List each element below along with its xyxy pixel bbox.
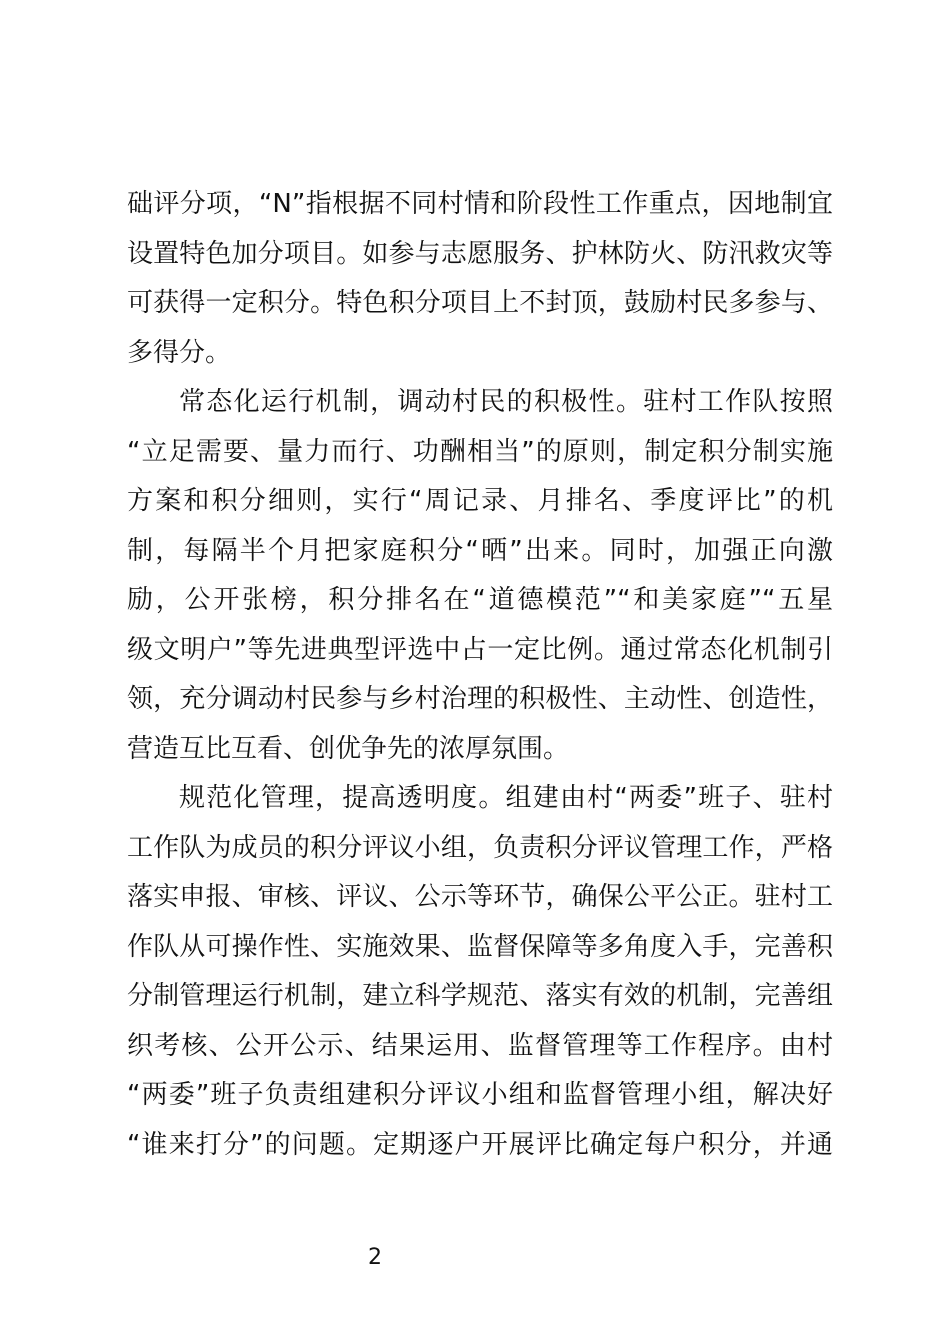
text-line: 可获得一定积分。特色积分项目上不封顶，鼓励村民多参与、 — [127, 288, 833, 318]
paragraph-first-line: 常态化运行机制，调动村民的积极性。驻村工作队按照 — [179, 387, 833, 417]
text-line: 多得分。 — [127, 337, 232, 368]
text-line: 工作队为成员的积分评议小组，负责积分评议管理工作，严格 — [127, 832, 833, 863]
paragraph-first-line: 规范化管理，提高透明度。组建由村“两委”班子、驻村 — [179, 783, 833, 813]
text-line: 方案和积分细则，实行“周记录、月排名、季度评比”的机 — [127, 486, 833, 516]
text-line: 制，每隔半个月把家庭积分“晒”出来。同时，加强正向激 — [127, 535, 833, 566]
text-line: 设置特色加分项目。如参与志愿服务、护林防火、防汛救灾等 — [127, 238, 833, 269]
text-line: 分制管理运行机制，建立科学规范、落实有效的机制，完善组 — [127, 981, 833, 1011]
text-line: 营造互比互看、创优争先的浓厚氛围。 — [127, 733, 570, 764]
text-line: 础评分项，“N”指根据不同村情和阶段性工作重点，因地制宜 — [127, 189, 833, 219]
text-line: 级文明户”等先进典型评选中占一定比例。通过常态化机制引 — [127, 634, 833, 665]
text-line: “两委”班子负责组建积分评议小组和监督管理小组，解决好 — [127, 1080, 833, 1110]
text-line: 领，充分调动村民参与乡村治理的积极性、主动性、创造性， — [127, 684, 833, 714]
text-line: “立足需要、量力而行、功酬相当”的原则，制定积分制实施 — [127, 436, 833, 467]
text-line: 励，公开张榜，积分排名在“道德模范”“和美家庭”“五星 — [127, 585, 833, 615]
text-line: “谁来打分”的问题。定期逐户开展评比确定每户积分，并通 — [127, 1129, 833, 1160]
page-number: 2 — [368, 1245, 382, 1270]
text-line: 织考核、公开公示、结果运用、监督管理等工作程序。由村 — [127, 1030, 833, 1061]
text-line: 作队从可操作性、实施效果、监督保障等多角度入手，完善积 — [127, 931, 833, 962]
text-line: 落实申报、审核、评议、公示等环节，确保公平公正。驻村工 — [127, 882, 833, 912]
body-text — [127, 180, 833, 1170]
